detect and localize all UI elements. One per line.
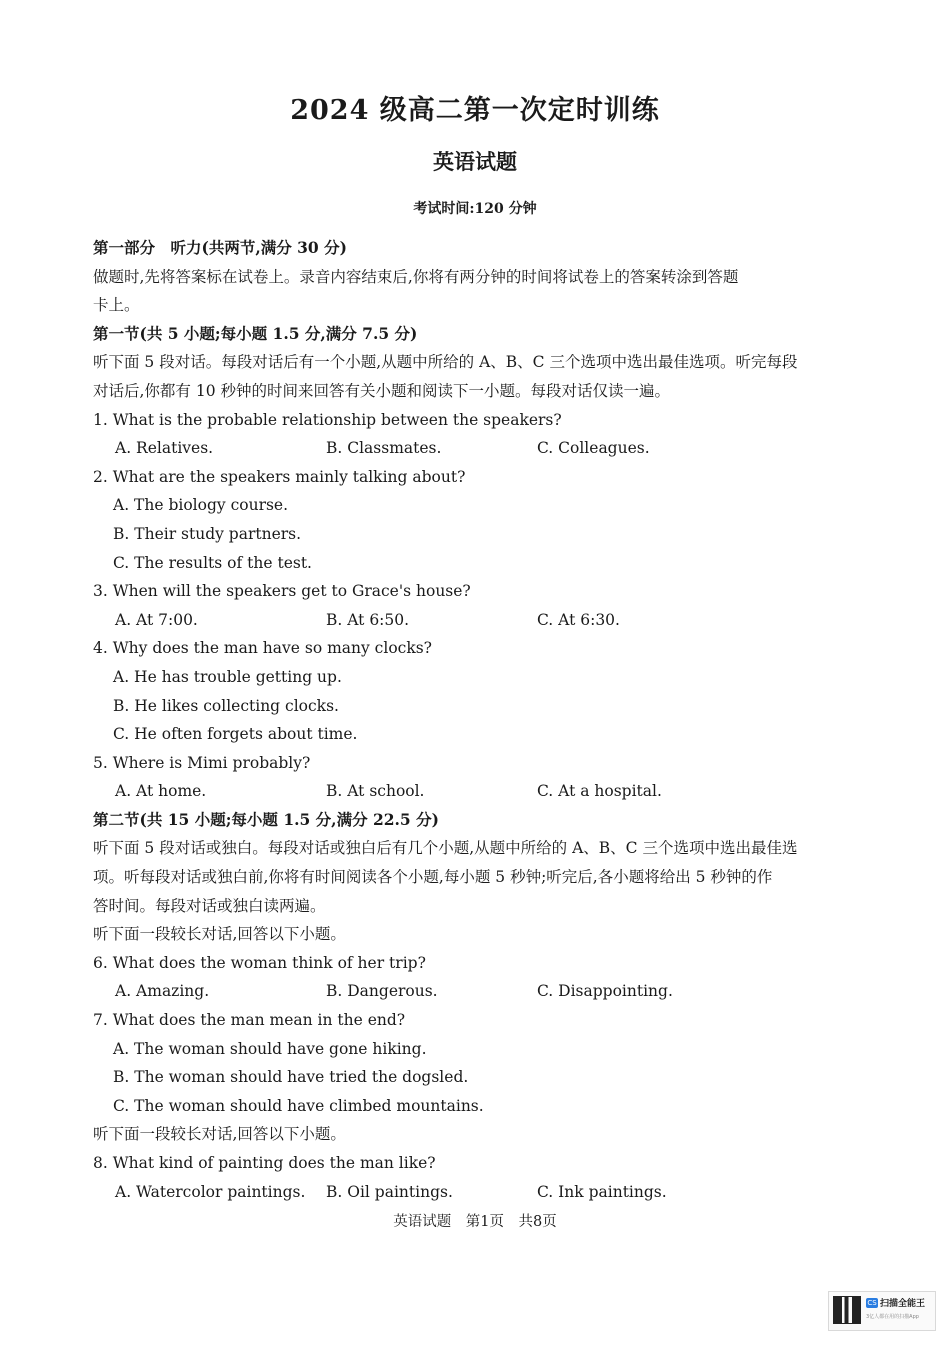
option-b: B. Dangerous. bbox=[326, 982, 438, 1001]
option-a: A. At 7:00. bbox=[115, 610, 198, 629]
question-8-options bbox=[93, 1178, 878, 1207]
section2-heading: 第二节(共 15 小题;每小题 1.5 分,满分 22.5 分) bbox=[93, 809, 439, 829]
exam-title: 2024 级高二第一次定时训练 bbox=[290, 95, 660, 126]
qr-code-icon bbox=[834, 1297, 860, 1323]
question-8: 8. What kind of painting does the man like? bbox=[93, 1154, 436, 1172]
option-c: C. At a hospital. bbox=[537, 782, 662, 801]
question-3: 3. When will the speakers get to Grace's house? bbox=[93, 582, 471, 601]
scanner-app-badge bbox=[828, 1291, 936, 1331]
option-a: A. The biology course. bbox=[113, 496, 289, 515]
option-a: A. Watercolor paintings. bbox=[115, 1182, 306, 1201]
part1-intro: 做题时,先将答案标在试卷上。录音内容结束后,你将有两分钟的时间将试卷上的答案转涂到答题 bbox=[93, 267, 739, 286]
section1-intro: 听下面 5 段对话。每段对话后有一个小题,从题中所给的 A、B、C 三个选项中选出最佳选项。听完每段 bbox=[93, 353, 798, 372]
section2-intro: 听下面 5 段对话或独白。每段对话或独白后有几个小题,从题中所给的 A、B、C 三个选项中选出最佳选 bbox=[93, 839, 798, 858]
option-a: A. Amazing. bbox=[115, 982, 210, 1001]
option-b: B. The woman should have tried the dogsled. bbox=[113, 1068, 469, 1087]
scanner-app-tagline: 3亿人都在用的扫描App bbox=[866, 1314, 919, 1320]
question-1: 1. What is the probable relationship between the speakers? bbox=[93, 410, 562, 429]
option-b: B. Oil paintings. bbox=[326, 1182, 453, 1201]
question-5: 5. Where is Mimi probably? bbox=[93, 753, 311, 772]
option-a: A. The woman should have gone hiking. bbox=[113, 1039, 427, 1058]
section1-heading: 第一节(共 5 小题;每小题 1.5 分,满分 7.5 分) bbox=[93, 323, 418, 343]
section2-intro-end: 答时间。每段对话或独白读两遍。 bbox=[93, 896, 326, 915]
question-7: 7. What does the man mean in the end? bbox=[93, 1011, 406, 1030]
question-6-options bbox=[93, 977, 878, 1006]
exam-duration: 考试时间:120 分钟 bbox=[413, 201, 537, 217]
scanner-app-name: 扫描全能王 bbox=[880, 1299, 926, 1309]
part1-heading: 第一部分 听力(共两节,满分 30 分) bbox=[93, 238, 347, 257]
section2-intro-cont: 项。听每段对话或独白前,你将有时间阅读各个小题,每小题 5 秒钟;听完后,各小题将给出 5 秒钟的作 bbox=[93, 868, 773, 887]
exam-body bbox=[93, 234, 878, 1206]
question-5-options bbox=[93, 777, 878, 806]
question-1-options bbox=[93, 434, 878, 463]
part1-intro-cont: 卡上。 bbox=[93, 296, 140, 315]
option-b: B. At 6:50. bbox=[326, 610, 410, 629]
section1-intro-cont: 对话后,你都有 10 秒钟的时间来回答有关小题和阅读下一小题。每段对话仅读一遍。 bbox=[93, 381, 671, 400]
option-c: C. Ink paintings. bbox=[537, 1182, 667, 1201]
option-c: C. The woman should have climbed mountains. bbox=[113, 1096, 484, 1115]
option-a: A. At home. bbox=[115, 782, 207, 801]
camscanner-logo-icon: CS bbox=[867, 1299, 877, 1307]
option-c: C. Colleagues. bbox=[537, 439, 650, 458]
question-6: 6. What does the woman think of her trip? bbox=[93, 953, 426, 972]
option-b: B. At school. bbox=[326, 782, 425, 801]
option-b: B. Classmates. bbox=[326, 439, 442, 458]
question-3-options bbox=[93, 606, 878, 635]
option-b: B. Their study partners. bbox=[113, 524, 302, 543]
section2-instruction: 听下面一段较长对话,回答以下小题。 bbox=[93, 925, 346, 944]
option-a: A. He has trouble getting up. bbox=[113, 667, 342, 686]
question-4: 4. Why does the man have so many clocks? bbox=[93, 639, 432, 658]
section2-instruction: 听下面一段较长对话,回答以下小题。 bbox=[93, 1125, 346, 1144]
option-c: C. Disappointing. bbox=[537, 982, 673, 1001]
exam-subject: 英语试题 bbox=[433, 149, 517, 174]
option-c: C. At 6:30. bbox=[537, 610, 620, 629]
option-b: B. He likes collecting clocks. bbox=[113, 696, 339, 715]
question-2: 2. What are the speakers mainly talking about? bbox=[93, 467, 466, 486]
option-c: C. The results of the test. bbox=[113, 553, 312, 572]
page-footer: 英语试题 第1页 共8页 bbox=[393, 1214, 557, 1230]
option-a: A. Relatives. bbox=[115, 439, 214, 458]
option-c: C. He often forgets about time. bbox=[113, 725, 358, 744]
